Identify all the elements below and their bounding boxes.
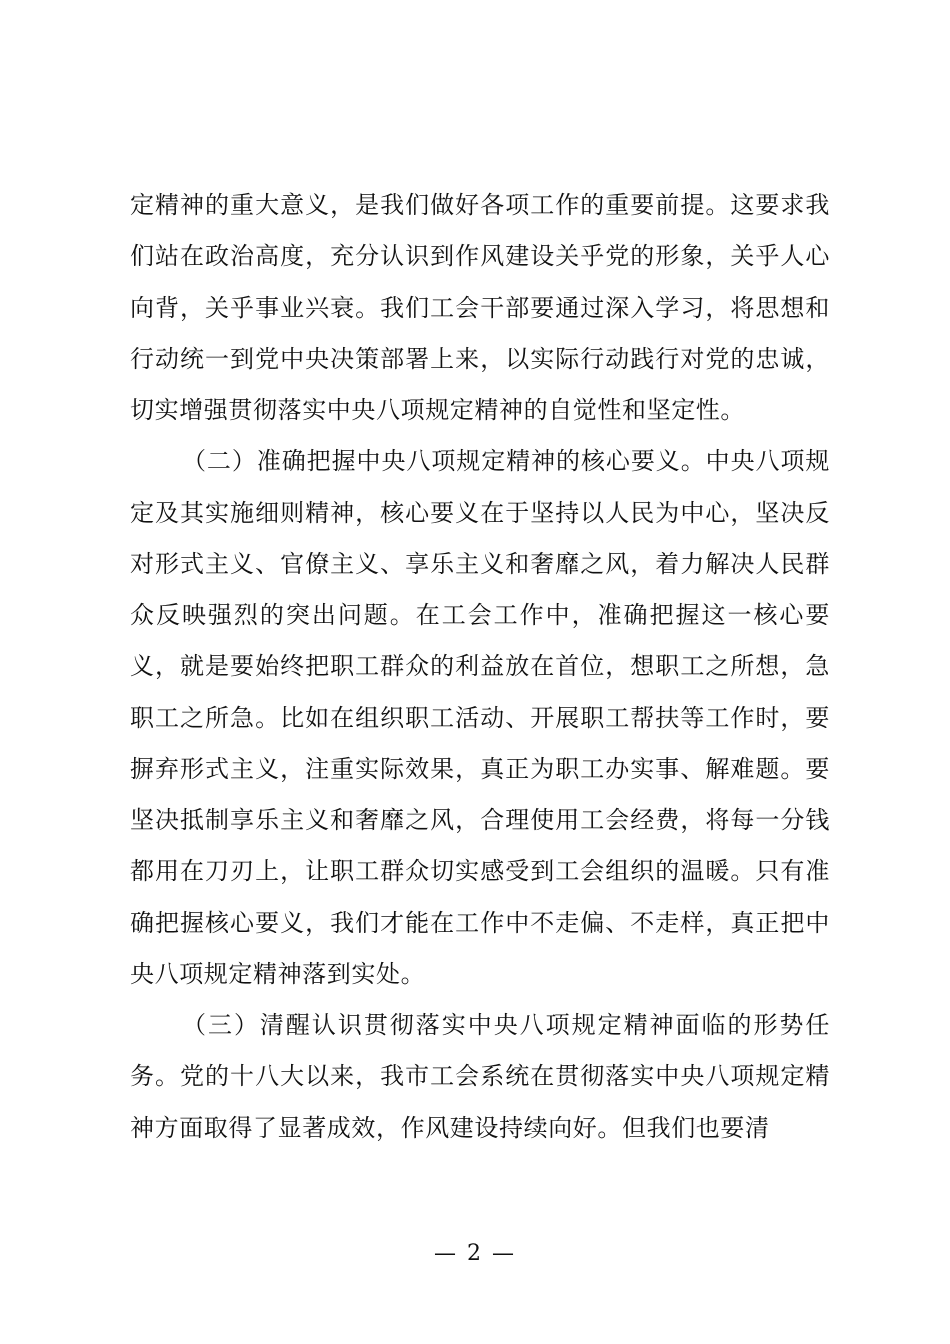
paragraph-section-three: （三）清醒认识贯彻落实中央八项规定精神面临的形势任务。党的十八大以来，我市工会系统在贯彻落实中央八项规定精神方面取得了显著成效，作风建设持续向好。但我们也要清 [130,1011,830,1142]
paragraph-continuation: 定精神的重大意义，是我们做好各项工作的重要前提。这要求我们站在政治高度，充分认识到作风建设关乎党的形象，关乎人心向背，关乎事业兴衰。我们工会干部要通过深入学习，将思想和行动统一到党中央决策部署上来，以实际行动践行对党的忠诚，切实增强贯彻落实中央八项规定精神的自觉性和坚定性。 [130,191,830,424]
body-text [130,180,830,1154]
page-number: — 2 — [434,1241,516,1266]
paragraph-section-two: （二）准确把握中央八项规定精神的核心要义。中央八项规定及其实施细则精神，核心要义在于坚持以人民为中心，坚决反对形式主义、官僚主义、享乐主义和奢靡之风，着力解决人民群众反映强烈的突出问题。在工会工作中，准确把握这一核心要义，就是要始终把职工群众的利益放在首位，想职工之所想，急职工之所急。比如在组织职工活动、开展职工帮扶等工作时，要摒弃形式主义，注重实际效果，真正为职工办实事、解难题。要坚决抵制享乐主义和奢靡之风，合理使用工会经费，将每一分钱都用在刀刃上，让职工群众切实感受到工会组织的温暖。只有准确把握核心要义，我们才能在工作中不走偏、不走样，真正把中央八项规定精神落到实处。 [130,447,830,988]
